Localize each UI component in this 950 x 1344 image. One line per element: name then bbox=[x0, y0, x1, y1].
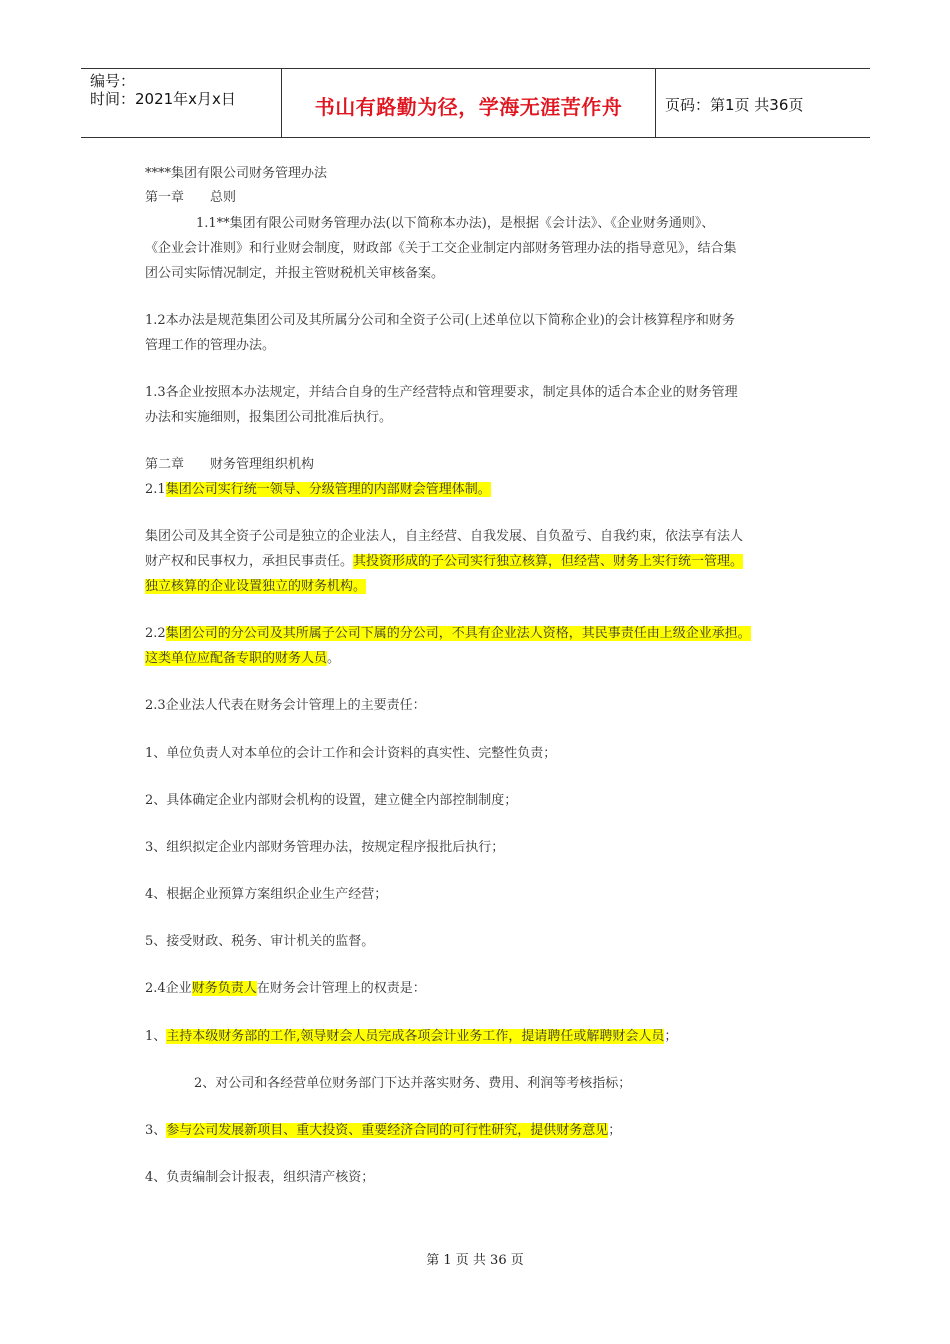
para-entity-line-2-plain: 财产权和民事权力，承担民事责任。 bbox=[145, 554, 354, 569]
authority-item-3-end: ； bbox=[608, 1123, 622, 1138]
chapter-1-heading: 第一章 总则 bbox=[145, 190, 237, 205]
para-2-2-number: 2.2 bbox=[145, 626, 166, 641]
document-title: ****集团有限公司财务管理办法 bbox=[145, 166, 328, 181]
para-2-2-line-2-highlight: 这类单位应配备专职的财务人员 bbox=[145, 651, 328, 666]
authority-item-4: 4、负责编制会计报表，组织清产核资； bbox=[145, 1170, 375, 1185]
page-footer: 第 1 页 共 36 页 bbox=[426, 1253, 524, 1268]
motto-text: 书山有路勤为径，学海无涯苦作舟 bbox=[314, 95, 623, 119]
para-entity-line-1: 集团公司及其全资子公司是独立的企业法人，自主经营、自我发展、自负盈亏、自我约束，依法享有法人 bbox=[145, 529, 744, 544]
responsibility-item-1: 1、单位负责人对本单位的会计工作和会计资料的真实性、完整性负责； bbox=[145, 746, 557, 761]
para-1-1-line-2: 《企业会计准则》和行业财会制度，财政部《关于工交企业制定内部财务管理办法的指导意见》，结合集 bbox=[145, 241, 737, 256]
header-left-cell bbox=[81, 69, 281, 137]
authority-item-2: 2、对公司和各经营单位财务部门下达并落实财务、费用、利润等考核指标； bbox=[194, 1076, 632, 1091]
authority-item-1-highlight: 主持本级财务部的工作,领导财会人员完成各项会计业务工作，提请聘任或解聘财会人员 bbox=[166, 1029, 665, 1044]
para-2-4-suffix: 在财务会计管理上的权责是： bbox=[256, 981, 426, 996]
authority-item-1-end: ； bbox=[664, 1029, 678, 1044]
header-right-cell bbox=[655, 69, 870, 137]
para-entity-line-2 bbox=[145, 550, 743, 569]
para-entity-line-3-highlight: 独立核算的企业设置独立的财务机构。 bbox=[145, 579, 367, 594]
para-1-1-line-3: 团公司实际情况制定，并报主管财税机关审核备案。 bbox=[145, 266, 445, 281]
para-1-1-line-1: 1.1**集团有限公司财务管理办法(以下简称本办法)，是根据《会计法》、《企业财务通则》、 bbox=[196, 216, 715, 231]
para-2-1 bbox=[145, 478, 491, 497]
para-2-2-line-2 bbox=[145, 647, 340, 666]
para-entity-line-3 bbox=[145, 575, 366, 594]
para-2-1-number: 2.1 bbox=[145, 482, 166, 497]
responsibility-item-3: 3、组织拟定企业内部财务管理办法，按规定程序报批后执行； bbox=[145, 840, 505, 855]
authority-item-1-number: 1、 bbox=[145, 1029, 167, 1044]
para-2-4 bbox=[145, 977, 426, 996]
para-2-4-prefix: 2.4企业 bbox=[145, 981, 192, 996]
responsibility-item-5: 5、接受财政、税务、审计机关的监督。 bbox=[145, 934, 375, 949]
para-entity-line-2-highlight: 其投资形成的子公司实行独立核算，但经营、财务上实行统一管理。 bbox=[353, 554, 744, 569]
para-1-3-line-1: 1.3各企业按照本办法规定，并结合自身的生产经营特点和管理要求，制定具体的适合本企业的财务管理 bbox=[145, 385, 738, 400]
para-1-2-line-1: 1.2本办法是规范集团公司及其所属分公司和全资子公司(上述单位以下简称企业)的会计核算程序和财务 bbox=[145, 313, 735, 328]
para-2-2-line-2-end: 。 bbox=[327, 651, 341, 666]
number-label: 编号： bbox=[90, 72, 136, 90]
authority-item-3-number: 3、 bbox=[145, 1123, 167, 1138]
header-table bbox=[81, 68, 870, 138]
header-middle-cell bbox=[281, 69, 656, 137]
para-2-2-line-1-highlight: 集团公司的分公司及其所属子公司下属的分公司，不具有企业法人资格，其民事责任由上级企业承担。 bbox=[165, 626, 751, 641]
authority-item-3-highlight: 参与公司发展新项目、重大投资、重要经济合同的可行性研究，提供财务意见 bbox=[166, 1123, 609, 1138]
para-2-3: 2.3企业法人代表在财务会计管理上的主要责任： bbox=[145, 698, 426, 713]
para-2-1-highlight: 集团公司实行统一领导、分级管理的内部财会管理体制。 bbox=[165, 482, 491, 497]
time-label: 时间：2021年x月x日 bbox=[90, 90, 236, 108]
responsibility-item-2: 2、具体确定企业内部财会机构的设置，建立健全内部控制制度； bbox=[145, 793, 518, 808]
para-1-3-line-2: 办法和实施细则，报集团公司批准后执行。 bbox=[145, 410, 393, 425]
page-info: 页码：第1页 共36页 bbox=[665, 96, 804, 114]
authority-item-1 bbox=[145, 1025, 677, 1044]
para-2-2-line-1 bbox=[145, 622, 751, 641]
para-2-4-highlight: 财务负责人 bbox=[191, 981, 257, 996]
authority-item-3 bbox=[145, 1119, 621, 1138]
responsibility-item-4: 4、根据企业预算方案组织企业生产经营； bbox=[145, 887, 388, 902]
chapter-2-heading: 第二章 财务管理组织机构 bbox=[145, 457, 315, 472]
para-1-2-line-2: 管理工作的管理办法。 bbox=[145, 338, 276, 353]
